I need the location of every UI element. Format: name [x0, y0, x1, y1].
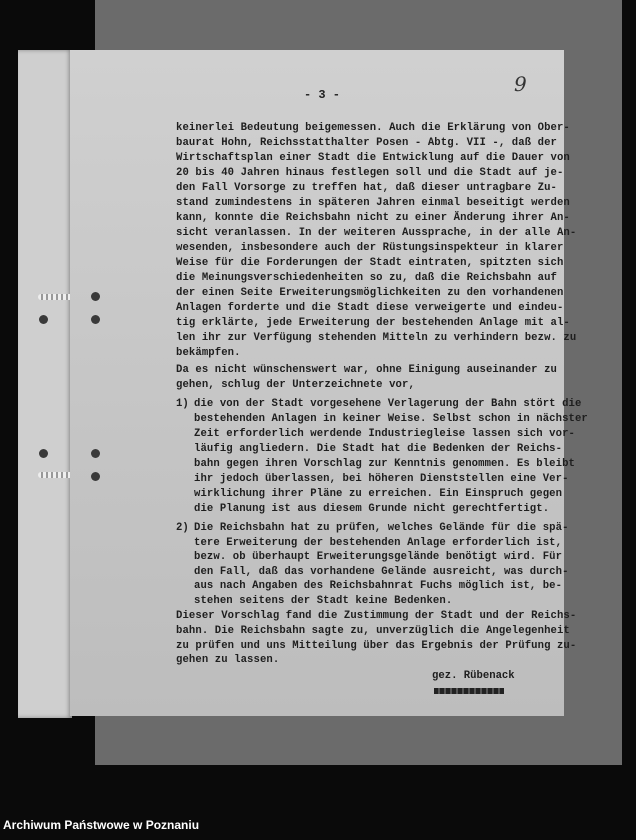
text-line: sicht veranlassen. In der weiteren Aussprache, in der alle An-	[176, 227, 577, 239]
text-line: wesenden, insbesondere auch der Rüstungsinspekteur in klarer	[176, 242, 564, 254]
list-item-line: Zeit erforderlich werdende Industriegleise lassen sich vor-	[194, 428, 575, 440]
text-line: gehen zu lassen.	[176, 654, 280, 667]
list-item-line: läufig angliedern. Die Stadt hat die Bedenken der Reichs-	[194, 443, 563, 455]
page-number: - 3 -	[304, 88, 341, 102]
text-line: kann, konnte die Reichsbahn nicht zu einer Änderung ihrer An-	[176, 212, 570, 224]
text-line: Da es nicht wünschenswert war, ohne Einigung auseinander zu	[176, 364, 557, 376]
punch-hole	[39, 315, 48, 324]
list-item-line: tere Erweiterung der bestehenden Anlage erforderlich ist,	[194, 536, 563, 549]
list-item-line: wirklichung ihrer Pläne zu erreichen. Ein Einspruch gegen	[194, 488, 563, 500]
text-line: 20 bis 40 Jahren hinaus festlegen soll und die Stadt auf je-	[176, 167, 564, 179]
text-line: die Meinungsverschiedenheiten so zu, daß die Reichsbahn auf	[176, 272, 557, 284]
list-item-line: bahn gegen ihren Vorschlag zur Kenntnis genommen. Es bleibt	[194, 458, 575, 470]
text-line: tig erklärte, jede Erweiterung der bestehenden Anlage mit al-	[176, 317, 570, 329]
text-line: der einen Seite Erweiterungsmöglichkeiten zu den vorhandenen	[176, 287, 564, 299]
list-item-line: den Fall, daß das vorhandene Gelände ausreicht, was durch-	[194, 565, 569, 578]
list-item-line: aus nach Angaben des Reichsbahnrat Fuchs möglich ist, be-	[194, 580, 563, 593]
text-line: len ihr zur Verfügung stehenden Mitteln zu verhindern bezw. zu	[176, 332, 577, 344]
text-line: bahn. Die Reichsbahn sagte zu, unverzüglich die Angelegenheit	[176, 624, 570, 637]
binder-strip	[18, 50, 72, 718]
punch-hole	[39, 449, 48, 458]
text-line: Wirtschaftsplan einer Stadt die Entwicklung auf die Dauer von	[176, 152, 570, 164]
punch-hole	[91, 292, 100, 301]
list-item-line: ihr jedoch überlassen, bei höheren Dienststellen eine Ver-	[194, 473, 569, 485]
folio-number: 9	[514, 72, 527, 96]
text-line: den Fall Vorsorge zu treffen hat, daß dieser untragbare Zu-	[176, 182, 557, 194]
archive-footer: Archiwum Państwowe w Poznaniu	[3, 818, 200, 832]
list-item-line: Die Reichsbahn hat zu prüfen, welches Gelände für die spä-	[194, 522, 569, 534]
text-line: gehen, schlug der Unterzeichnete vor,	[176, 379, 415, 391]
text-line: Anlagen forderte und die Stadt diese verweigerte und eindeu-	[176, 302, 564, 314]
text-line: keinerlei Bedeutung beigemessen. Auch die Erklärung von Ober-	[176, 122, 570, 134]
list-number: 2)	[176, 522, 189, 534]
list-item-line: bestehenden Anlagen in keiner Weise. Selbst schon in nächster	[194, 413, 588, 425]
text-line: bekämpfen.	[176, 347, 241, 359]
text-line: baurat Hohn, Reichsstatthalter Posen - Abtg. VII -, daß der	[176, 137, 557, 149]
list-item-line: die Planung ist aus diesem Grunde nicht gerechtfertigt.	[194, 503, 550, 515]
signature: gez. Rübenack	[432, 670, 515, 682]
list-item-line: die von der Stadt vorgesehene Verlagerung der Bahn stört die	[194, 398, 582, 410]
list-number: 1)	[176, 398, 189, 410]
text-line: stand zumindestens in späteren Jahren einmal beseitigt werden	[176, 197, 570, 209]
text-line: zu prüfen und uns Mitteilung über das Ergebnis der Prüfung zu-	[176, 639, 577, 652]
list-item-line: stehen seitens der Stadt keine Bedenken.	[194, 595, 453, 607]
punch-hole	[91, 472, 100, 481]
struck-out-title	[434, 688, 504, 694]
list-item-line: bezw. ob überhaupt Erweiterungsgelände benötigt wird. Für	[194, 551, 563, 564]
punch-hole	[91, 449, 100, 458]
punch-hole	[91, 315, 100, 324]
text-line: Weise für die Forderungen der Stadt eintraten, spitzten sich	[176, 257, 564, 269]
text-line: Dieser Vorschlag fand die Zustimmung der Stadt und der Reichs-	[176, 610, 577, 622]
